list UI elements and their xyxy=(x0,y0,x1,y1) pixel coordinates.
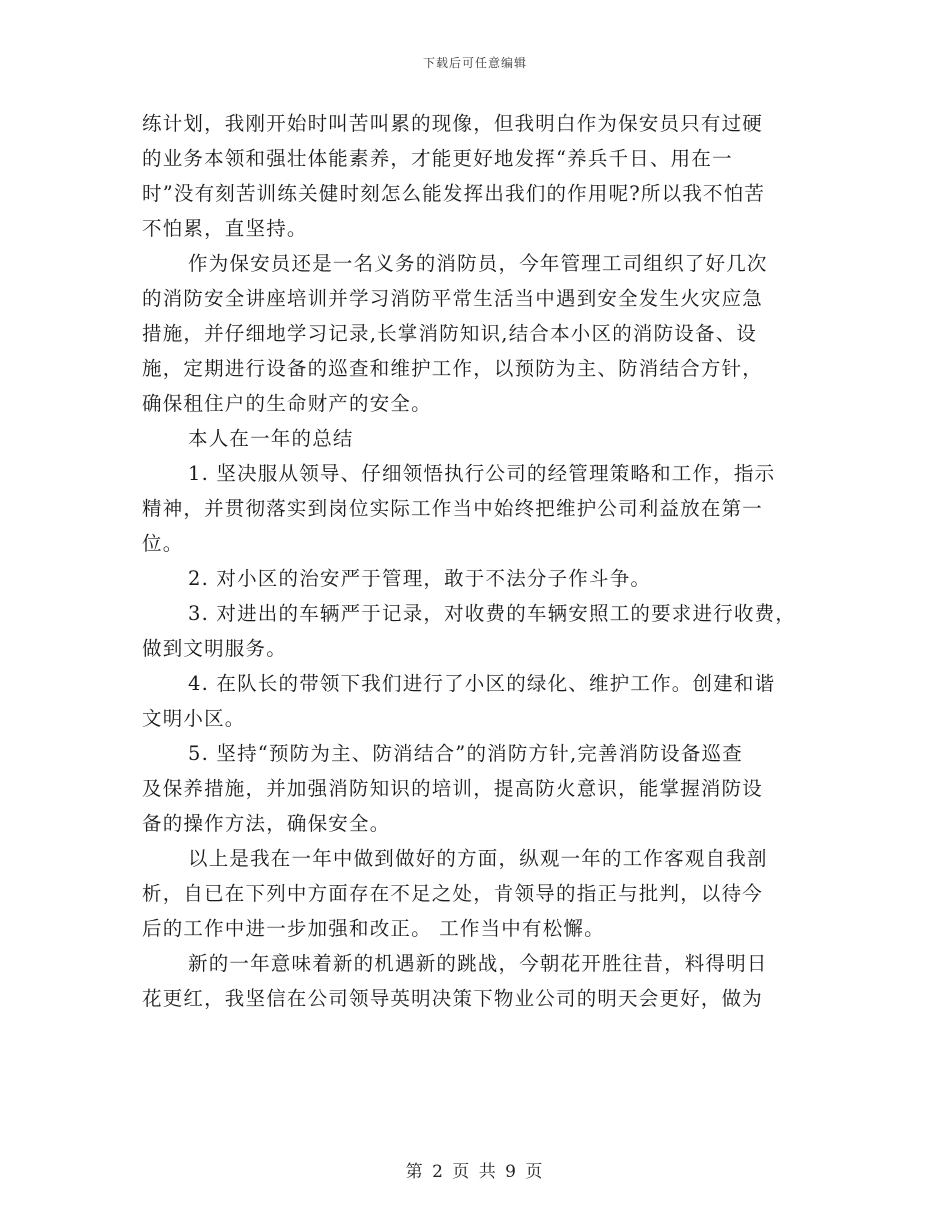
list-item: 4. 在队长的带领下我们进行了小区的绿化、维护工作。创建和谐 xyxy=(188,672,776,695)
text-line: 措施，并仔细地学习记录,长掌消防知识,结合本小区的消防设备、设 xyxy=(142,322,758,345)
text-line: 文明小区。 xyxy=(142,707,246,730)
text-line: 作为保安员还是一名义务的消防员，今年管理工司组织了好几次 xyxy=(188,252,768,275)
text-line: 备的操作方法，确保安全。 xyxy=(142,812,391,835)
text-line: 确保租住户的生命财产的安全。 xyxy=(142,392,432,415)
list-item: 1. 坚决服从领导、仔细领悟执行公司的经管理策略和工作，指示 xyxy=(188,462,776,485)
list-item: 2. 对小区的治安严于管理，敢于不法分子作斗争。 xyxy=(188,567,652,590)
text-line: 练计划，我刚开始时叫苦叫累的现像，但我明白作为保安员只有过硬 xyxy=(142,112,764,135)
text-line: 后的工作中进一步加强和改正。 工作当中有松懈。 xyxy=(142,917,605,940)
text-line: 精神，并贯彻落实到岗位实际工作当中始终把维护公司利益放在第一 xyxy=(142,497,764,520)
text-line: 做到文明服务。 xyxy=(142,637,287,660)
text-line: 不怕累，直坚持。 xyxy=(142,217,308,240)
text-line: 及保养措施，并加强消防知识的培训，提高防火意识，能掌握消防设 xyxy=(142,777,764,800)
section-heading: 本人在一年的总结 xyxy=(188,427,354,450)
text-line: 位。 xyxy=(142,532,184,555)
page-footer: 第 2 页 共 9 页 xyxy=(405,1162,545,1182)
list-item: 3. 对进出的车辆严于记录，对收费的车辆安照工的要求进行收费， xyxy=(188,602,797,625)
text-line: 析，自已在下列中方面存在不足之处，肯领导的指正与批判，以待今 xyxy=(142,882,764,905)
text-line: 施，定期进行设备的巡查和维护工作，以预防为主、防消结合方针， xyxy=(142,357,764,380)
text-line: 的业务本领和强壮体能素养，才能更好地发挥“养兵千日、用在一 xyxy=(142,147,733,170)
text-line: 新的一年意味着新的机遇新的跳战，今朝花开胜往昔，料得明日 xyxy=(188,952,768,975)
text-line: 以上是我在一年中做到做好的方面，纵观一年的工作客观自我剖 xyxy=(188,847,768,870)
list-item: 5. 坚持“预防为主、防消结合”的消防方针,完善消防设备巡查 xyxy=(188,742,743,765)
text-line: 的消防安全讲座培训并学习消防平常生活当中遇到安全发生火灾应急 xyxy=(142,287,764,310)
text-line: 时”没有刻苦训练关健时刻怎么能发挥出我们的作用呢?所以我不怕苦 xyxy=(142,182,766,205)
page-header: 下载后可任意编辑 xyxy=(422,56,527,70)
document-body xyxy=(142,106,822,1016)
text-line: 花更红，我坚信在公司领导英明决策下物业公司的明天会更好，做为 xyxy=(142,987,764,1010)
